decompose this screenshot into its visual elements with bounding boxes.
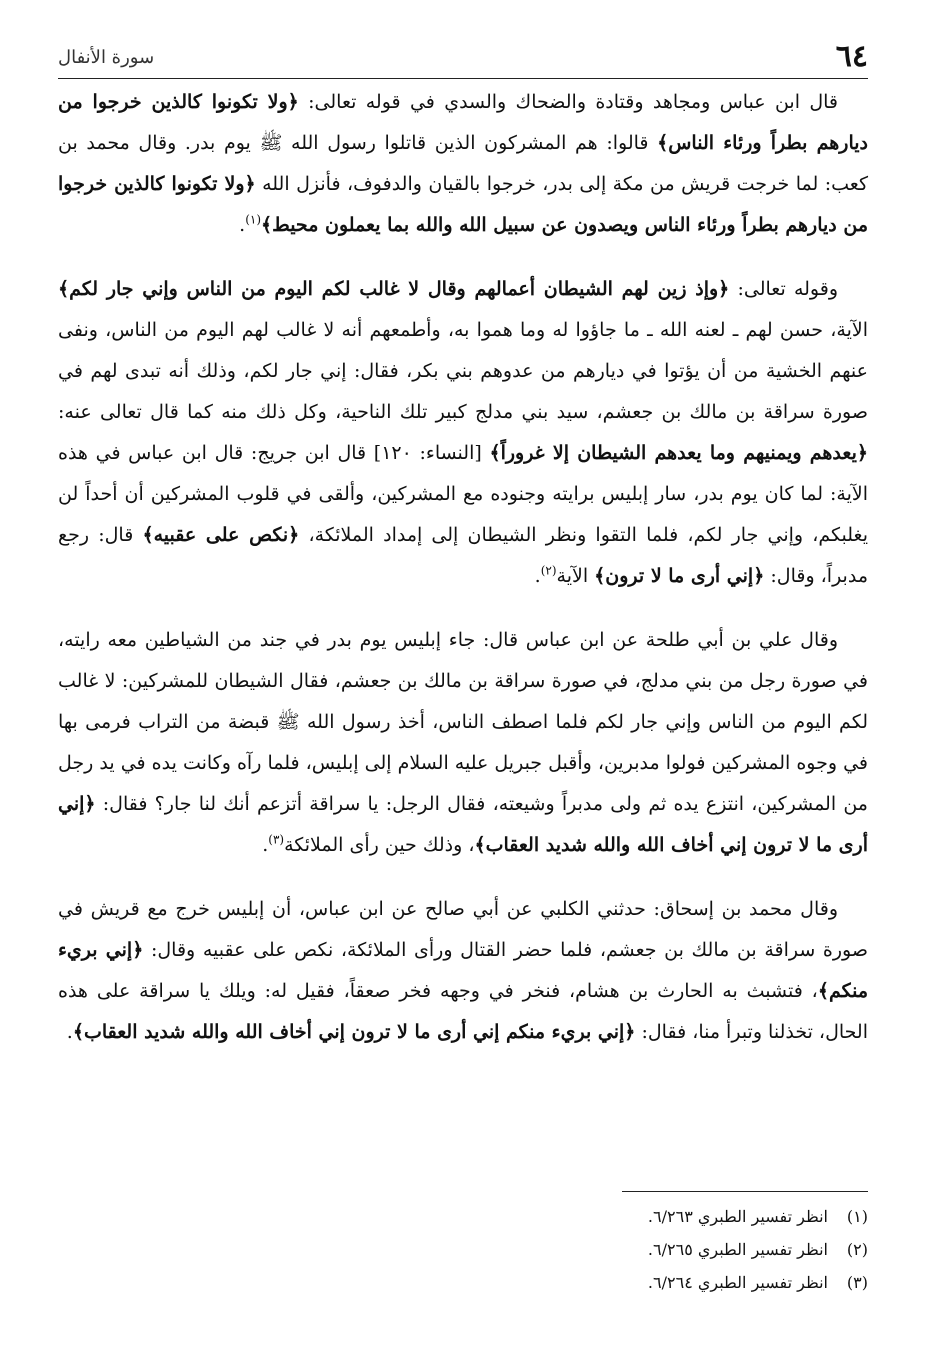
- paragraph-text: ، فتشبث به الحارث بن هشام، فنخر في وجهه فخر صعقاً، فقيل له: ويلك يا سراقة على هذه الحال، تخذلنا وتبرأ منا، فقال:: [58, 980, 868, 1043]
- paragraph-text: .: [262, 834, 269, 856]
- page-number: ٦٤: [835, 39, 868, 74]
- footnote-text: انظر تفسير الطبري ٦/٢٦٤.: [647, 1273, 828, 1292]
- paragraph-text: قال ابن عباس ومجاهد وقتادة والضحاك والسدي في قوله تعالى:: [298, 91, 838, 113]
- footnote: [58, 1266, 868, 1299]
- paragraph-text: الآية، حسن لهم ـ لعنه الله ـ ما جاؤوا له وما هموا به، وأطمعهم أنه لا غالب لهم اليوم من الناس، ونفى عنهم الخشية من أن يؤتوا في ديارهم من عدوهم بني بكر، فقال: إني جار لكم، وذلك أنه تبدى لهم في صورة سراقة بن مالك بن جعشم، سيد بني مدلج كبير تلك الناحية، وكل ذلك منه كما قال تعالى عنه:: [58, 319, 869, 423]
- quran-verse: ﴿إني أرى ما لا ترون إني أخاف الله والله شديد العقاب﴾: [58, 793, 868, 856]
- paragraph: [58, 620, 868, 866]
- paragraph-text: قالوا: هم المشركون الذين قاتلوا رسول الله ﷺ يوم بدر. وقال محمد بن كعب: لما خرجت قريش من مكة إلى بدر، خرجوا بالقيان والدفوف، فأنزل الله: [58, 132, 868, 195]
- quran-verse: ﴿يعدهم ويمنيهم وما يعدهم الشيطان إلا غروراً﴾: [489, 442, 868, 464]
- quran-verse: ﴿ولا تكونوا كالذين خرجوا من ديارهم بطراً ورئاء الناس ويصدون عن سبيل الله والله بما يعملون محيط﴾: [58, 173, 868, 236]
- paragraph-text: وقوله تعالى:: [729, 278, 838, 300]
- paragraph: [58, 889, 868, 1053]
- paragraph-text: .: [534, 565, 541, 587]
- paragraph-text: .: [239, 214, 246, 236]
- footnote-number: (١): [846, 1207, 868, 1226]
- quran-verse: ﴿إني بريء منكم﴾: [58, 939, 868, 1002]
- paragraph-text: وقال علي بن أبي طلحة عن ابن عباس قال: جاء إبليس يوم بدر في جند من الشياطين معه رايته، في صورة رجل من بني مدلج، في صورة سراقة بن مالك بن جعشم، فقال الشيطان للمشركين: لا غالب لكم اليوم من الناس وإني جار لكم فلما اصطف الناس، أخذ رسول الله ﷺ قبضة من التراب فرمى بها في وجوه المشركين فولوا مدبرين، وأقبل جبريل عليه السلام إلى إبليس، فلما رآه وكانت يده في يد رجل من المشركين، انتزع يده ثم ولى مدبراً وشيعته، فقال الرجل: يا سراقة أتزعم أنك لنا جار؟ فقال:: [58, 629, 868, 815]
- footnote-text: انظر تفسير الطبري ٦/٢٦٥.: [647, 1240, 828, 1259]
- footnote: [58, 1200, 868, 1233]
- paragraph-text: ، وذلك حين رأى الملائكة: [284, 834, 475, 856]
- paragraph-text: قال: رجع مدبراً، وقال:: [58, 524, 868, 587]
- footnote: [58, 1233, 868, 1266]
- footnotes: [58, 1200, 868, 1299]
- paragraph: [58, 82, 868, 246]
- footnote-divider: [622, 1191, 868, 1192]
- quran-verse: ﴿إني بريء منكم إني أرى ما لا ترون إني أخاف الله والله شديد العقاب﴾: [72, 1021, 636, 1043]
- footnote-text: انظر تفسير الطبري ٦/٢٦٣.: [647, 1207, 828, 1226]
- footnote-marker: (١): [245, 212, 262, 227]
- paragraph-text: .: [66, 1021, 73, 1043]
- paragraph-text: [النساء: ١٢٠] قال ابن جريج: قال ابن عباس في هذه الآية: لما كان يوم بدر، سار إبليس برايته وجنوده مع المشركين، وألقى في قلوب المشركين أن أحداً لن يغلبكم، وإني جار لكم، فلما التقوا ونظر الشيطان إلى إمداد الملائكة،: [58, 442, 868, 546]
- surah-title: سورة الأنفال: [58, 47, 155, 68]
- paragraph: [58, 269, 868, 597]
- paragraph-text: الآية: [556, 565, 595, 587]
- paragraph-text: وقال محمد بن إسحاق: حدثني الكلبي عن أبي صالح عن ابن عباس، أن إبليس خرج مع قريش في صورة سراقة بن مالك بن جعشم، فلما حضر القتال ورأى الملائكة، نكص على عقبيه وقال:: [58, 898, 868, 961]
- quran-verse: ﴿إني أرى ما لا ترون﴾: [594, 565, 765, 587]
- footnote-number: (٢): [846, 1240, 868, 1259]
- footnote-marker: (٢): [540, 563, 557, 578]
- body-text: [58, 82, 868, 1076]
- page-header: [58, 38, 868, 79]
- quran-verse: ﴿وإذ زين لهم الشيطان أعمالهم وقال لا غالب لكم اليوم من الناس وإني جار لكم﴾: [58, 278, 730, 300]
- footnote-number: (٣): [846, 1273, 868, 1292]
- quran-verse: ﴿نكص على عقبيه﴾: [142, 524, 300, 546]
- footnote-marker: (٣): [268, 832, 285, 847]
- quran-verse: ﴿ولا تكونوا كالذين خرجوا من ديارهم بطراً ورئاء الناس﴾: [58, 91, 868, 154]
